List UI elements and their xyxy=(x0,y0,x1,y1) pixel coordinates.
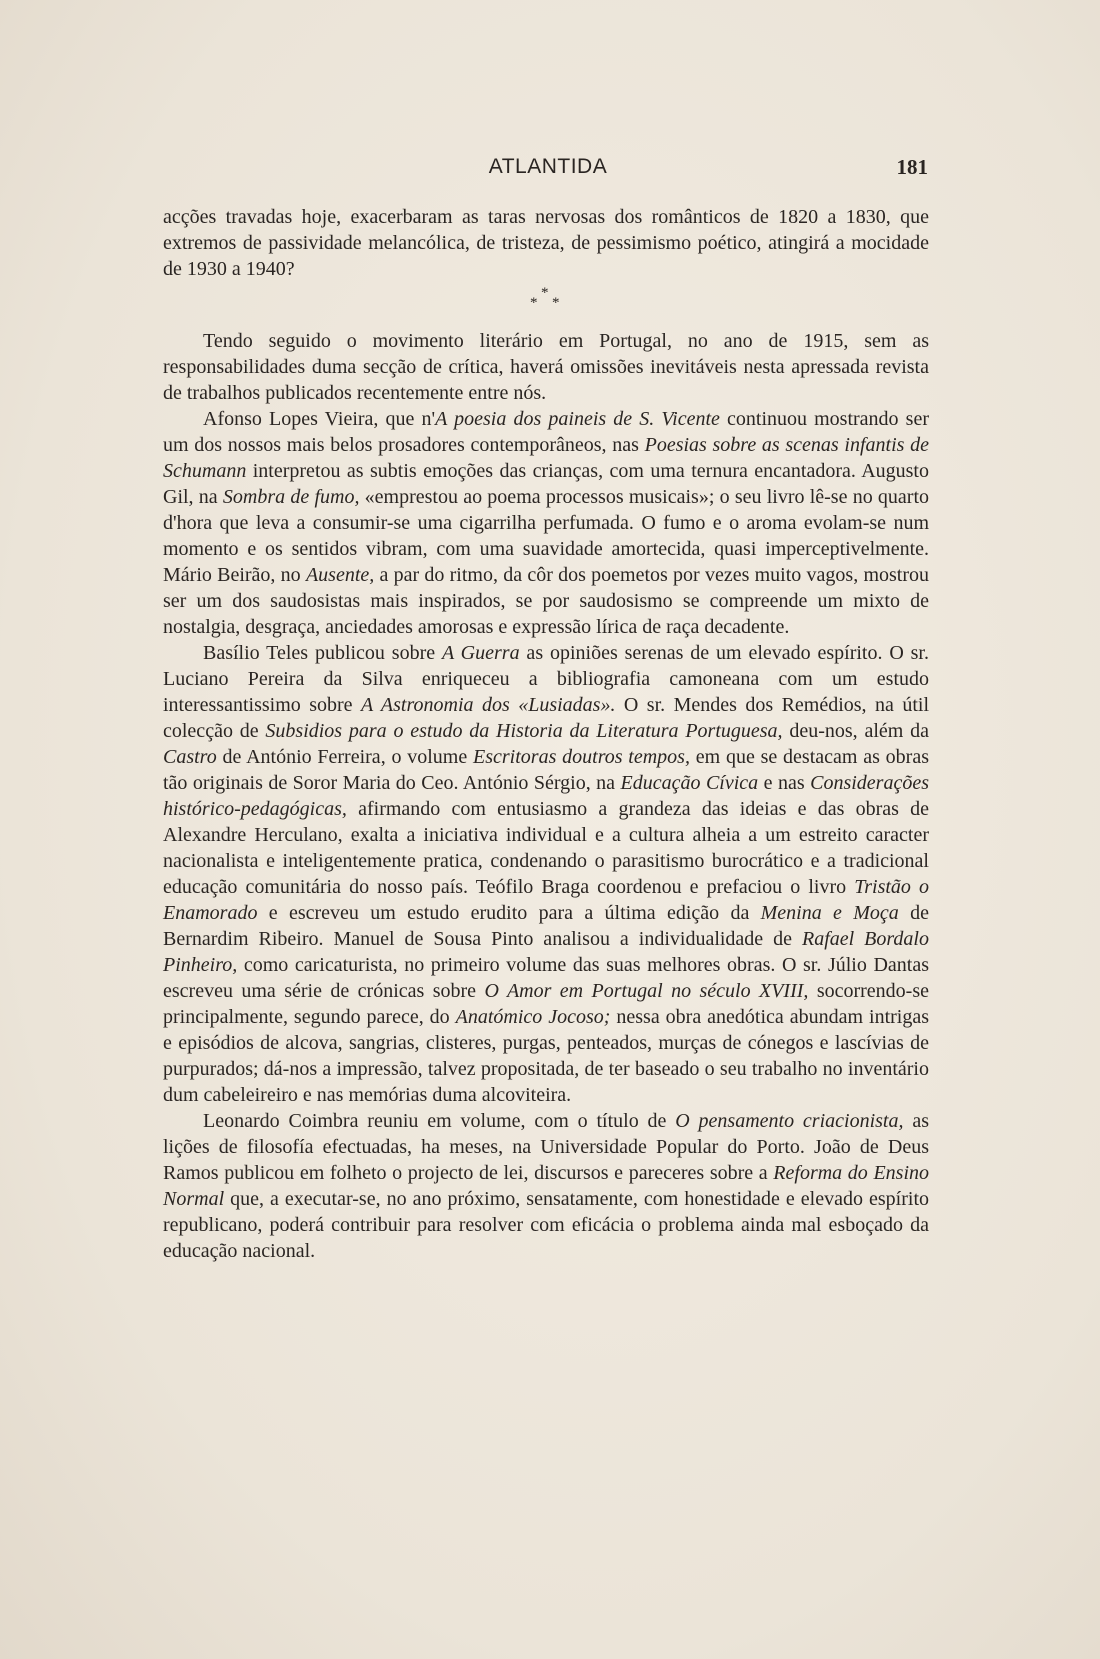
text-run: Leonardo Coimbra reuniu em volume, com o título de xyxy=(203,1110,676,1132)
text-run: afirmando com entusiasmo a grandeza das ideias e das obras de Alexandre Herculano, exalta a iniciativa individual e a cultura alheia a um estreito caracter nacionalista e inteligentemente pratica, condenando o parasitismo burocrático e a tradicional educação comunitária do nosso país. Teófilo Braga coordenou e prefaciou o livro xyxy=(163,798,929,898)
text-run: de Bernardim Ribeiro. Manuel de Sousa Pinto analisou a individualidade de xyxy=(163,902,929,950)
running-title: ATLANTIDA xyxy=(488,155,608,178)
book-title: Considerações histórico-pedagógicas, xyxy=(163,772,929,820)
body-text xyxy=(163,204,929,1264)
book-title: Reforma do Ensino Normal xyxy=(163,1162,930,1210)
text-run: as opiniões serenas de um elevado espírito. O sr. Luciano Pereira da Silva enriqueceu a bibliografia camoneana com um estudo interessantissimo sobre xyxy=(163,642,929,716)
text-run: e escreveu um estudo erudito para a última edição da xyxy=(257,902,761,924)
book-title: A Guerra xyxy=(441,642,520,664)
book-title: Castro xyxy=(163,746,217,768)
book-title: A Astronomia dos «Lusiadas». xyxy=(360,694,616,716)
page-header xyxy=(168,155,928,185)
paragraph-education xyxy=(163,1108,929,1264)
text-run: continuou mostrando ser um dos nossos mais belos prosadores contemporâneos, nas xyxy=(163,408,930,456)
book-title: Menina e Moça xyxy=(760,902,899,924)
text-run: Basílio Teles publicou sobre xyxy=(203,642,442,664)
book-title: Anatómico Jocoso; xyxy=(455,1006,611,1028)
paragraph-intro: Tendo seguido o movimento literário em Portugal, no ano de 1915, sem as responsabilidades duma secção de crítica, haverá omissões inevitáveis nesta apressada revista de trabalhos publicados recentemente entre nós. xyxy=(163,330,929,404)
text-run: as lições de filosofía efectuadas, ha meses, na Universidade Popular do Porto. João de Deus Ramos publicou em folheto o projecto de lei, discursos e pareceres sobre a xyxy=(163,1110,929,1184)
text-run: socorrendo-se principalmente, segundo parece, do xyxy=(163,980,929,1028)
text-run: Afonso Lopes Vieira, que n' xyxy=(203,408,436,430)
book-title: A poesia dos paineis de S. Vicente xyxy=(435,408,720,430)
book-title: O pensamento criacionista, xyxy=(675,1110,904,1132)
text-run: a par do ritmo, da côr dos poemetos por vezes muito vagos, mostrou ser um dos saudosistas mais inspirados, se por saudosismo se compreende um mixto de nostalgia, desgraça, anciedades amorosas e expressão lírica de raça decadente. xyxy=(163,564,930,638)
asterism-star: * xyxy=(541,285,549,301)
book-title: Sombra de fumo, xyxy=(222,486,360,508)
paragraph-poets xyxy=(163,406,929,640)
text-run: nessa obra anedótica abundam intrigas e episódios de alcova, sangrias, clisteres, purgas, penteados, murças de cónegos e lascívias de purpurados; dá-nos a impressão, talvez propositada, de ter baseado o seu trabalho no inventário dum cabeleireiro e nas memórias duma alcoviteira. xyxy=(163,1006,930,1106)
book-title: Ausente, xyxy=(305,564,375,586)
text-run: «emprestou ao poema processos musicais»; o seu livro lê-se no quarto d'hora que leva a consumir-se uma cigarrilha perfumada. O fumo e o aroma evolam-se num momento e os sentidos vibram, com uma suavidade amortecida, quasi imperceptivelmente. Mário Beirão, no xyxy=(163,486,930,586)
page-number: 181 xyxy=(896,155,928,179)
text-run: em que se destacam as obras tão originais de Soror Maria do Ceo. António Sérgio, na xyxy=(163,746,929,794)
book-title: Poesias sobre as scenas infantis de Schumann xyxy=(163,434,929,482)
text-run: de António Ferreira, o volume xyxy=(216,746,474,768)
book-title: Subsidios para o estudo da Historia da Literatura Portuguesa, xyxy=(265,720,783,742)
book-title: Rafael Bordalo Pinheiro, xyxy=(163,928,929,976)
text-run: que, a executar-se, no ano próximo, sensatamente, com honestidade e elevado espírito republicano, poderá contribuir para resolver com eficácia o problema ainda mal esboçado da educação nacional. xyxy=(163,1188,929,1262)
book-title: Tristão o Enamorado xyxy=(163,876,929,924)
text-run: e nas xyxy=(758,772,811,794)
paragraph-essays xyxy=(163,640,929,1108)
asterism-star: * xyxy=(552,295,560,311)
book-title: Educação Cívica xyxy=(620,772,759,794)
book-title: Escritoras doutros tempos, xyxy=(473,746,690,768)
book-title: O Amor em Portugal no século XVIII, xyxy=(484,980,809,1002)
asterism-star: * xyxy=(530,295,538,311)
text-run: interpretou as subtis emoções das crianças, com uma ternura encantadora. Augusto Gil, na xyxy=(163,460,929,508)
text-run: deu-nos, além da xyxy=(782,720,929,742)
text-run: como caricaturista, no primeiro volume das suas melhores obras. O sr. Júlio Dantas escreveu uma série de crónicas sobre xyxy=(163,954,929,1002)
asterism-separator xyxy=(163,282,929,328)
paragraph-continuation: acções travadas hoje, exacerbaram as taras nervosas dos românticos de 1820 a 1830, que extremos de passividade melancólica, de tristeza, de pessimismo poético, atingirá a mocidade de 1930 a 1940? xyxy=(163,206,929,280)
text-run: O sr. Mendes dos Remédios, na útil colecção de xyxy=(163,694,929,742)
